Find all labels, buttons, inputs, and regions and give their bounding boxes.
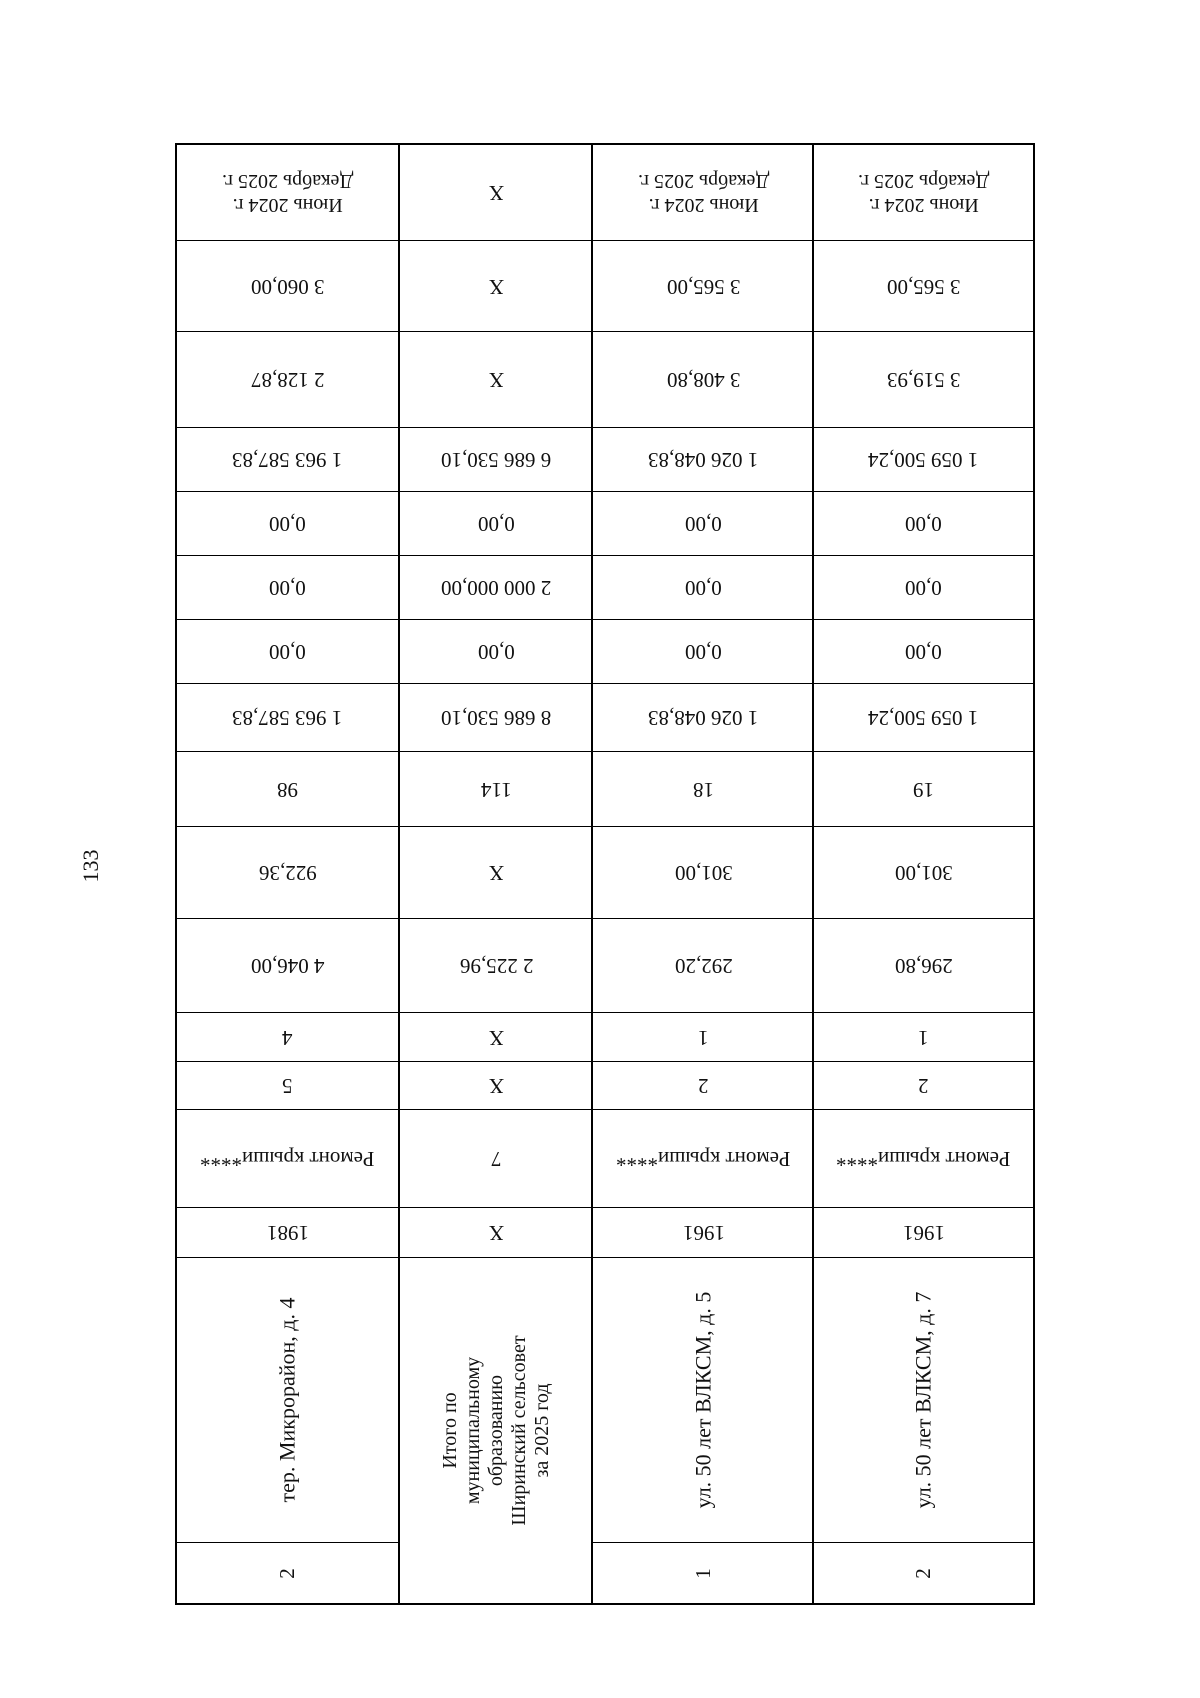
unit-cost-cell: 3 519,93 [814,332,1033,428]
area2-cell: Х [400,827,593,919]
value-4-cell: Х [400,1013,593,1062]
fund-3-cell: 0,00 [593,492,814,556]
fund-1-cell: 0,00 [593,620,814,684]
residents-cell: 98 [177,752,398,827]
address-cell: ул. 50 лет ВЛКСМ, д. 5 [593,1258,814,1543]
fund-3-cell: 0,00 [177,492,398,556]
fund-3-cell: 0,00 [400,492,593,556]
total-cost-cell: 1 026 048,83 [593,684,814,752]
fund-2-cell: 0,00 [593,556,814,620]
work-count-cell: 7 [400,1110,593,1208]
page-number: 133 [78,849,103,883]
fund-4-cell: 1 963 587,83 [177,428,398,492]
year-cell: 1981 [177,1208,398,1258]
table-column-4 [812,145,1033,1603]
value-5-cell: Х [400,1062,593,1110]
fund-4-cell: 6 686 530,10 [400,428,593,492]
residents-cell: 19 [814,752,1033,827]
area-cell: 2 225,96 [400,919,593,1013]
table-column-1 [177,145,398,1603]
fund-2-cell: 0,00 [177,556,398,620]
unit-cost-cell: Х [400,332,593,428]
value-4-cell: 1 [593,1013,814,1062]
area2-cell: 301,00 [814,827,1033,919]
value-5-cell: 2 [593,1062,814,1110]
repair-table [175,143,1035,1605]
table-column-3 [591,145,814,1603]
area2-cell: 301,00 [593,827,814,919]
residents-cell: 114 [400,752,593,827]
year-cell: 1961 [814,1208,1033,1258]
work-type-cell: Ремонт крыши**** [814,1110,1033,1208]
fund-1-cell: 0,00 [814,620,1033,684]
total-cost-cell: 8 686 530,10 [400,684,593,752]
fund-2-cell: 2 000 000,00 [400,556,593,620]
period-cell: Июнь 2024 г. Декабрь 2025 г. [177,145,398,241]
total-cost-cell: 1 059 500,24 [814,684,1033,752]
fund-4-cell: 1 026 048,83 [593,428,814,492]
fund-1-cell: 0,00 [400,620,593,684]
total-cost-cell: 1 963 587,83 [177,684,398,752]
address-cell: тер. Микрорайон, д. 4 [177,1258,398,1543]
row-number-cell: 2 [275,1567,299,1579]
work-type-cell: Ремонт крыши**** [177,1110,398,1208]
year-cell: Х [400,1208,593,1258]
fund-1-cell: 0,00 [177,620,398,684]
unit-cost-cell: 3 408,80 [593,332,814,428]
row-number-cell: 2 [911,1567,935,1579]
area-cell: 292,20 [593,919,814,1013]
row-number-cell: 1 [691,1567,715,1579]
limit-cost-cell: Х [400,241,593,332]
area-cell: 4 046,00 [177,919,398,1013]
address-cell: ул. 50 лет ВЛКСМ, д. 7 [814,1258,1033,1543]
period-cell: Х [400,145,593,241]
limit-cost-cell: 3 565,00 [593,241,814,332]
area2-cell: 922,36 [177,827,398,919]
year-cell: 1961 [593,1208,814,1258]
value-4-cell: 4 [177,1013,398,1062]
value-5-cell: 5 [177,1062,398,1110]
table-column-2 [398,145,593,1603]
fund-2-cell: 0,00 [814,556,1033,620]
total-label-cell: Итого по муниципальному образованию Ширинский сельсовет за 2025 год [439,1335,553,1526]
limit-cost-cell: 3 565,00 [814,241,1033,332]
period-cell: Июнь 2024 г. Декабрь 2025 г. [814,145,1033,241]
work-type-cell: Ремонт крыши**** [593,1110,814,1208]
area-cell: 296,80 [814,919,1033,1013]
limit-cost-cell: 3 060,00 [177,241,398,332]
fund-3-cell: 0,00 [814,492,1033,556]
value-5-cell: 2 [814,1062,1033,1110]
period-cell: Июнь 2024 г. Декабрь 2025 г. [593,145,814,241]
value-4-cell: 1 [814,1013,1033,1062]
unit-cost-cell: 2 128,87 [177,332,398,428]
residents-cell: 18 [593,752,814,827]
fund-4-cell: 1 059 500,24 [814,428,1033,492]
